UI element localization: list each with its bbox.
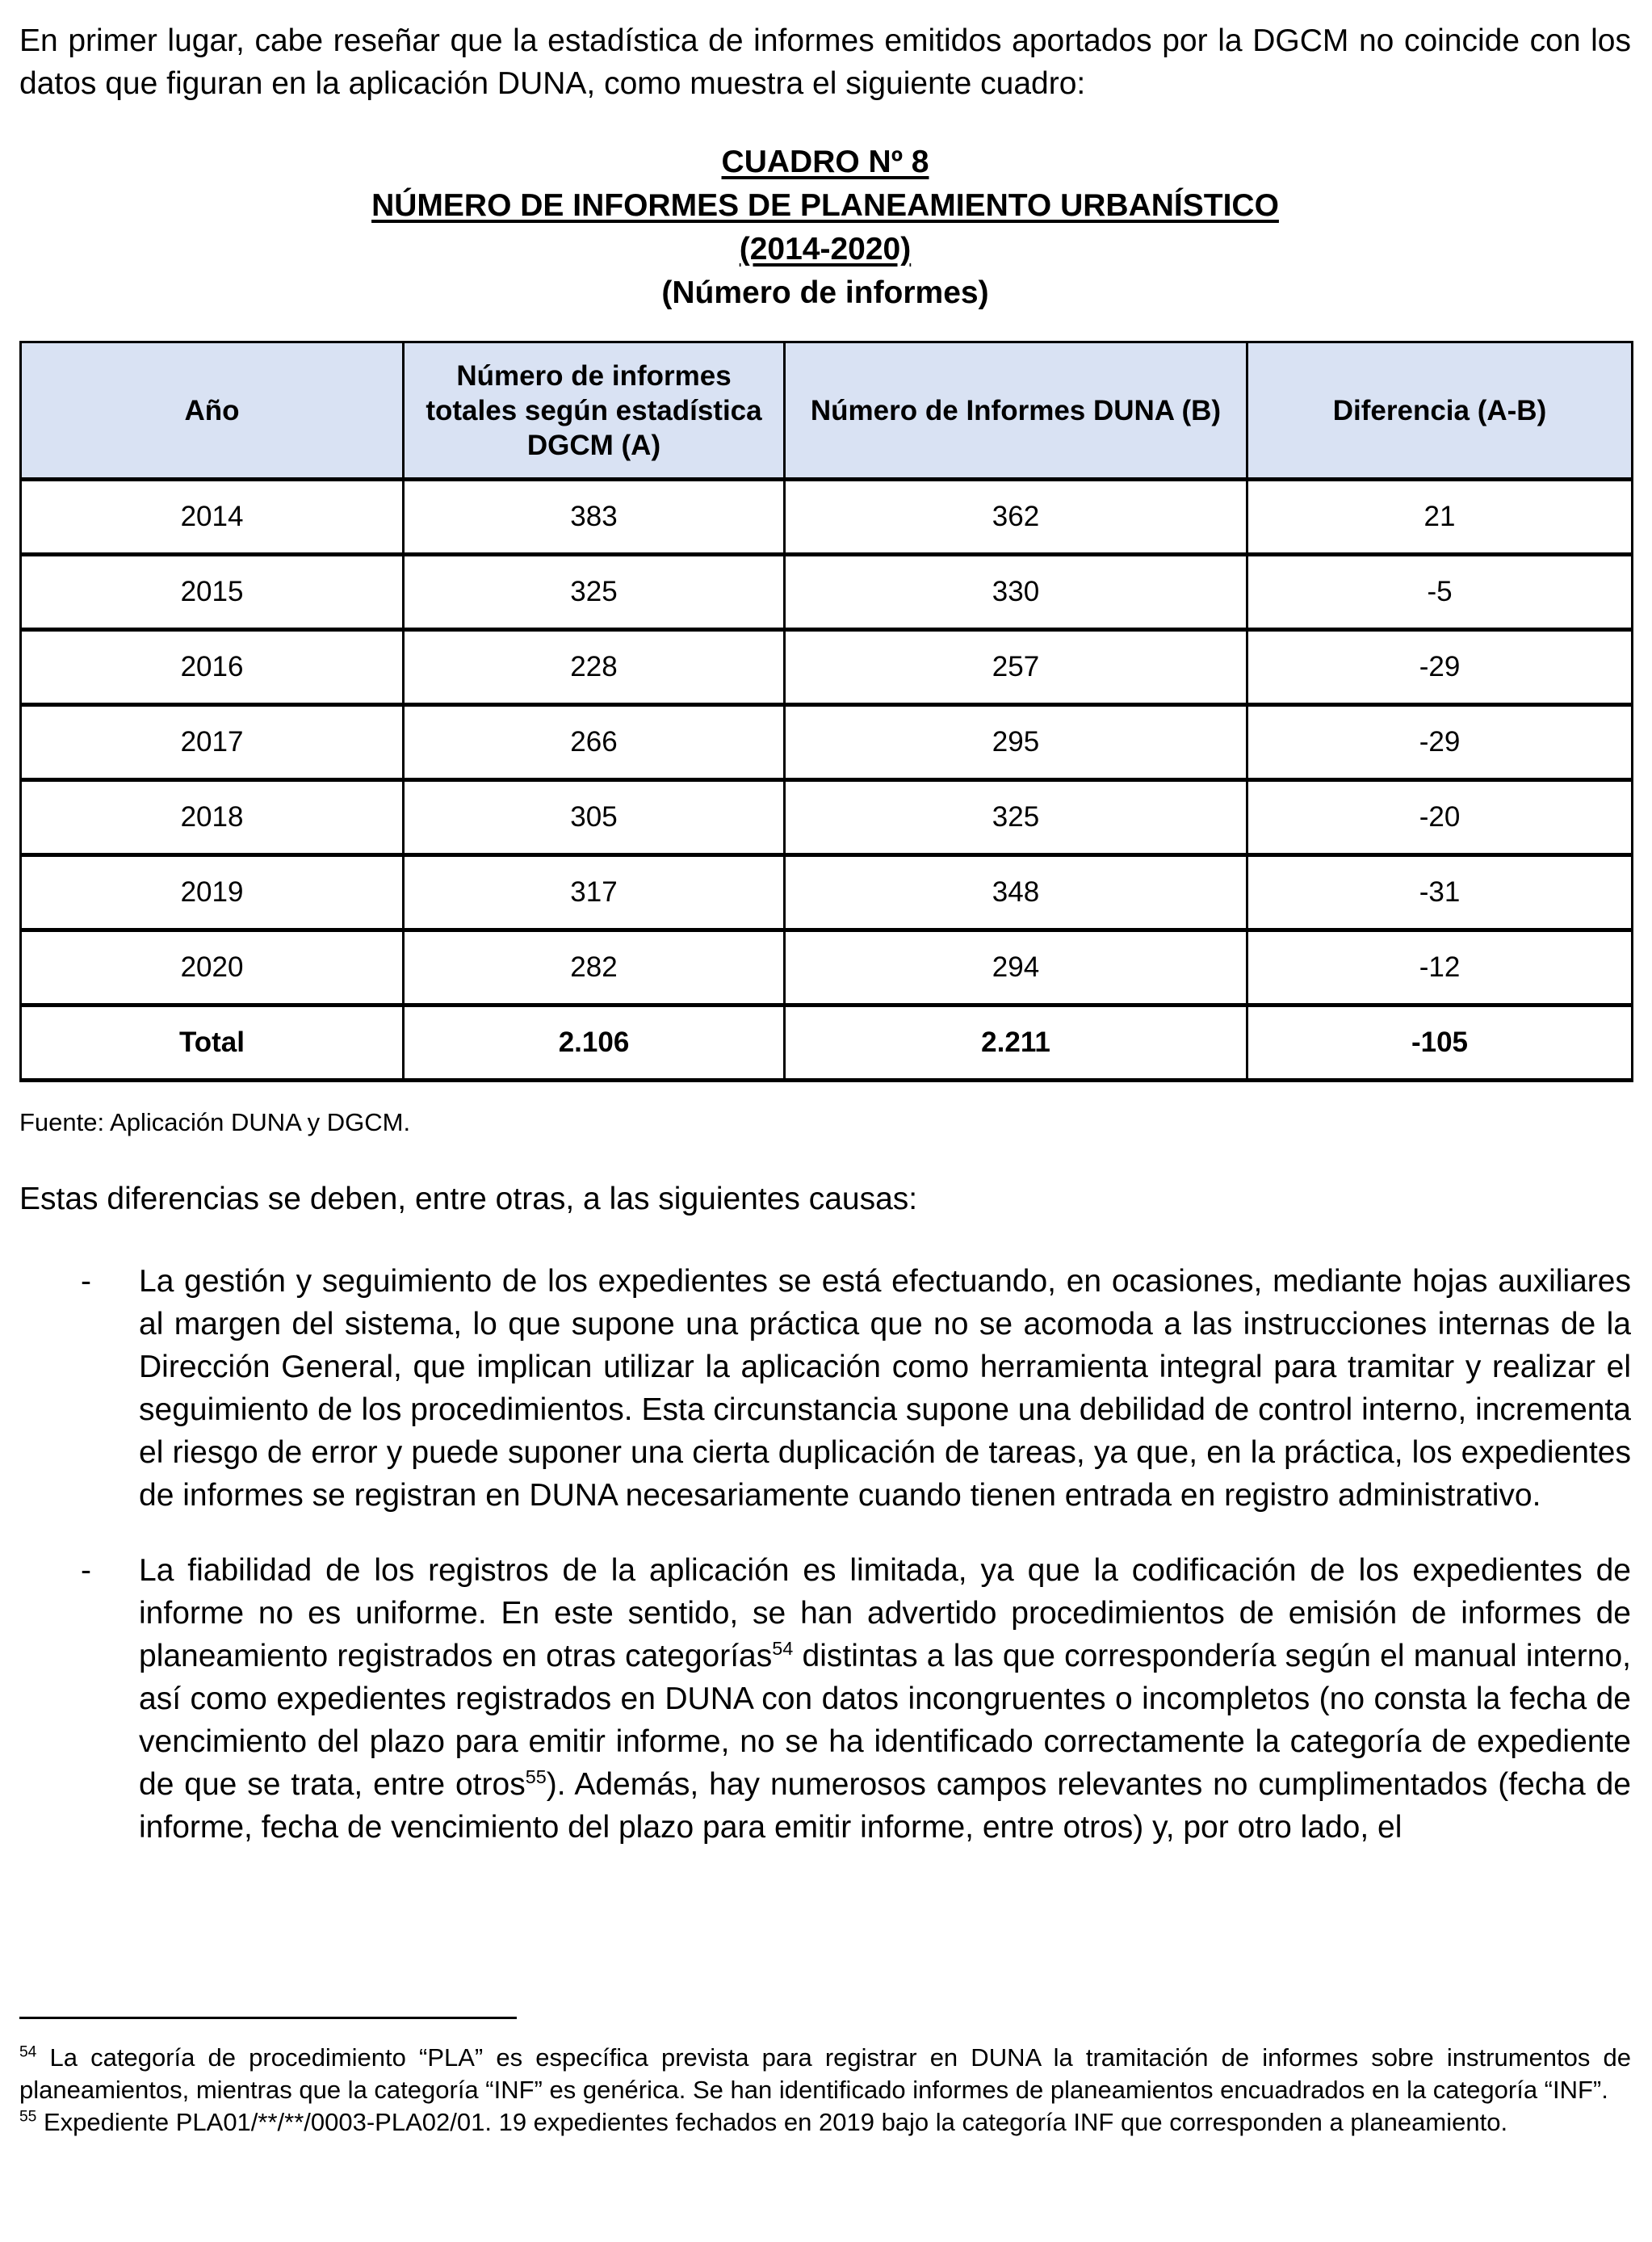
- cell-dgcm: 305: [404, 780, 785, 855]
- table-title: [19, 141, 1631, 315]
- cell-dgcm: 383: [404, 480, 785, 555]
- table-source: Fuente: Aplicación DUNA y DGCM.: [19, 1108, 411, 1136]
- cell-duna: 294: [785, 930, 1247, 1006]
- cell-dgcm: 282: [404, 930, 785, 1006]
- text-segment: La fiabilidad de los registros de la aplicación es limitada, ya que la codificación de los expedientes de informe no es uniforme. En este sentido, se han advertido procedimientos de emisión de informes de planeamiento registrados en otras categorías: [139, 1553, 1631, 1673]
- table-row: [21, 705, 1633, 780]
- table-row: [21, 480, 1633, 555]
- footnote-text: La categoría de procedimiento “PLA” es específica prevista para registrar en DUNA la tramitación de informes sobre instrumentos de planeamientos, mientras que la categoría “INF” es genérica. Se han identificado informes de planeamientos encuadrados en la categoría “INF”.: [19, 2043, 1631, 2104]
- cell-diff: -12: [1247, 930, 1633, 1006]
- list-item-text: La gestión y seguimiento de los expedientes se está efectuando, en ocasiones, mediante hojas auxiliares al margen del sistema, lo que supone una práctica que no se acomoda a las instrucciones internas de la Dirección General, que implican utilizar la aplicación como herramienta integral para tramitar y realizar el seguimiento de los procedimientos. Esta circunstancia supone una debilidad de control interno, incrementa el riesgo de error y puede suponer una cierta duplicación de tareas, ya que, en la práctica, los expedientes de informes se registran en DUNA necesariamente cuando tienen entrada en registro administrativo.: [139, 1264, 1631, 1513]
- cell-duna: 348: [785, 855, 1247, 930]
- table-row: [21, 630, 1633, 705]
- text-segment: ). Además, hay numerosos campos relevantes no cumplimentados (fecha de informe, fecha de vencimiento del plazo para emitir informe, entre otros) y, por otro lado, el: [139, 1767, 1631, 1845]
- cell-duna: 330: [785, 555, 1247, 630]
- list-item-text: [139, 1549, 1631, 1849]
- text-segment: distintas a las que correspondería según el manual interno, así como expedientes registrados en DUNA con datos incongruentes o incompletos (no consta la fecha de vencimiento del plazo para emitir informe, no se ha identificado correctamente la categoría de expediente de que se trata, entre otros: [139, 1639, 1631, 1802]
- total-dgcm: 2.106: [404, 1006, 785, 1081]
- cell-duna: 325: [785, 780, 1247, 855]
- table-number: CUADRO Nº 8: [721, 145, 929, 179]
- dash-bullet-icon: -: [81, 1553, 91, 1588]
- list-item: [19, 1549, 1631, 1849]
- table-heading: NÚMERO DE INFORMES DE PLANEAMIENTO URBANÍSTICO: [371, 188, 1279, 223]
- footnote-separator: [19, 2017, 517, 2019]
- dash-bullet-icon: -: [81, 1264, 91, 1299]
- cell-duna: 257: [785, 630, 1247, 705]
- cell-year: 2018: [21, 780, 404, 855]
- total-duna: 2.211: [785, 1006, 1247, 1081]
- cell-diff: 21: [1247, 480, 1633, 555]
- causes-list: [19, 1260, 1631, 1881]
- footnote-number: 54: [19, 2043, 37, 2061]
- causes-lead: Estas diferencias se deben, entre otras, a las siguientes causas:: [19, 1182, 918, 1216]
- col-header-duna: Número de Informes DUNA (B): [785, 342, 1247, 480]
- cell-dgcm: 228: [404, 630, 785, 705]
- total-diff: -105: [1247, 1006, 1633, 1081]
- cell-diff: -20: [1247, 780, 1633, 855]
- footnote-54: [19, 2042, 1631, 2106]
- total-label: Total: [21, 1006, 404, 1081]
- cell-duna: 295: [785, 705, 1247, 780]
- footnote-55: [19, 2106, 1631, 2139]
- footnote-ref-54[interactable]: 54: [772, 1638, 794, 1659]
- col-header-dgcm: Número de informes totales según estadística DGCM (A): [404, 342, 785, 480]
- table-row: [21, 555, 1633, 630]
- cell-dgcm: 325: [404, 555, 785, 630]
- table-row: [21, 855, 1633, 930]
- col-header-year: Año: [21, 342, 404, 480]
- cell-year: 2016: [21, 630, 404, 705]
- cell-dgcm: 266: [404, 705, 785, 780]
- intro-paragraph: En primer lugar, cabe reseñar que la estadística de informes emitidos aportados por la DGCM no coincide con los datos que figuran en la aplicación DUNA, como muestra el siguiente cuadro:: [19, 23, 1631, 101]
- table-unit: (Número de informes): [661, 275, 989, 310]
- cell-year: 2014: [21, 480, 404, 555]
- cell-diff: -29: [1247, 630, 1633, 705]
- col-header-diff: Diferencia (A-B): [1247, 342, 1633, 480]
- cell-dgcm: 317: [404, 855, 785, 930]
- table-header-row: [21, 342, 1633, 480]
- table-row: [21, 780, 1633, 855]
- cell-year: 2019: [21, 855, 404, 930]
- footnotes: [19, 2042, 1631, 2139]
- table-row: [21, 930, 1633, 1006]
- footnote-ref-55[interactable]: 55: [525, 1766, 547, 1787]
- cell-year: 2015: [21, 555, 404, 630]
- footnote-number: 55: [19, 2108, 37, 2126]
- footnote-text: Expediente PLA01/**/**/0003-PLA02/01. 19 expedientes fechados en 2019 bajo la categoría INF que corresponden a planeamiento.: [36, 2108, 1508, 2136]
- table-period: (2014-2020): [739, 232, 912, 267]
- cell-diff: -31: [1247, 855, 1633, 930]
- cell-diff: -5: [1247, 555, 1633, 630]
- cell-year: 2017: [21, 705, 404, 780]
- table-total-row: [21, 1006, 1633, 1081]
- data-table: [19, 341, 1633, 1082]
- cell-year: 2020: [21, 930, 404, 1006]
- cell-duna: 362: [785, 480, 1247, 555]
- list-item: [19, 1260, 1631, 1517]
- cell-diff: -29: [1247, 705, 1633, 780]
